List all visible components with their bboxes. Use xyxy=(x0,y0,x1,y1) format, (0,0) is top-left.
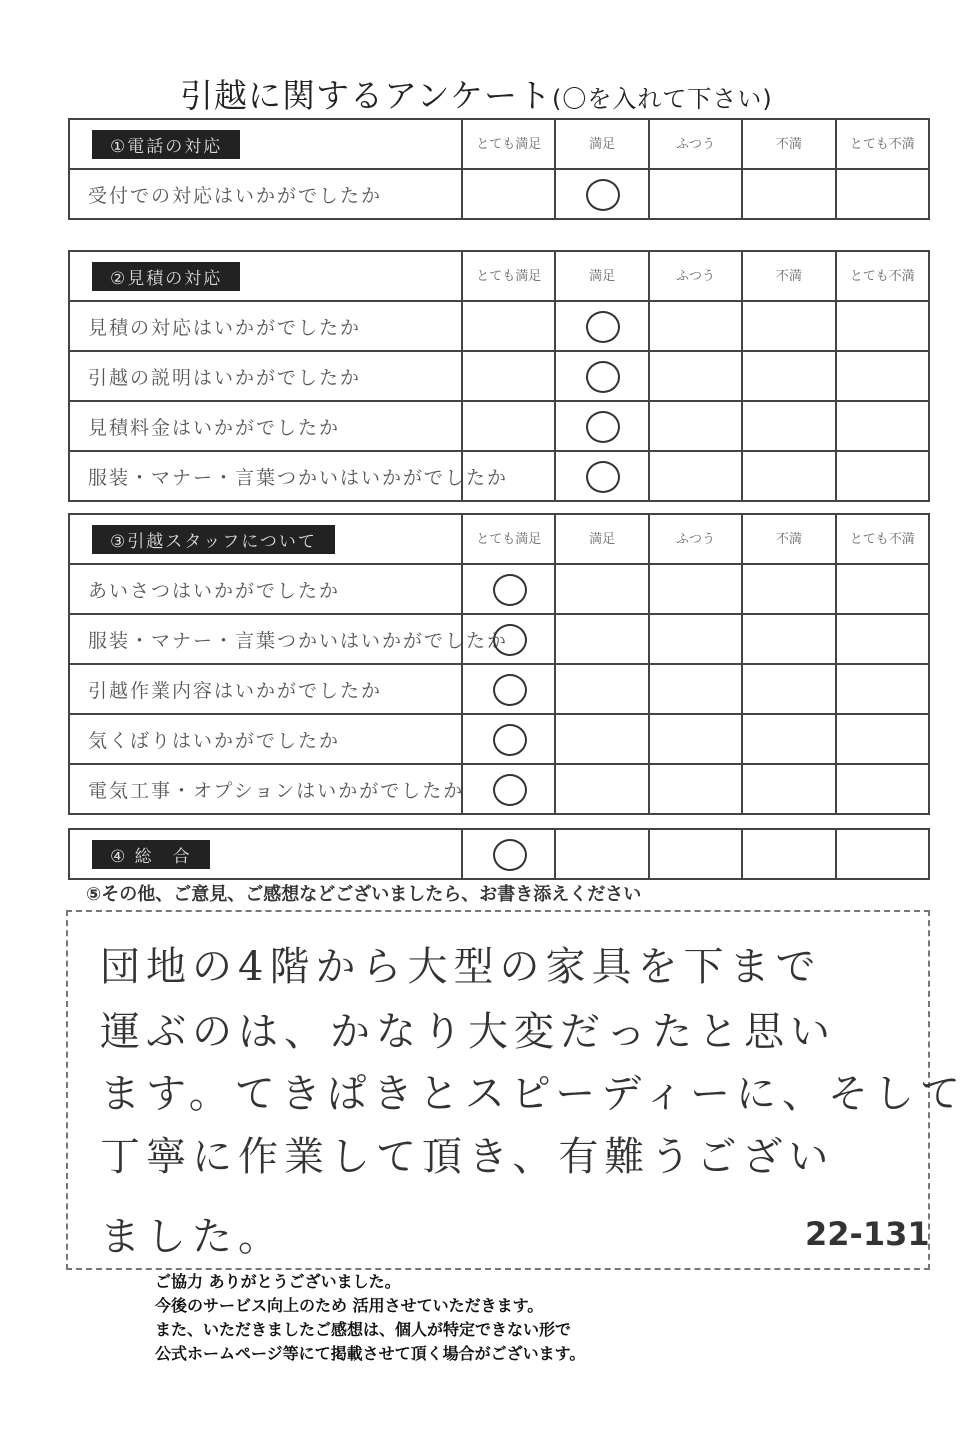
question-label: あいさつはいかがでしたか xyxy=(69,564,462,614)
comment-line: 団地の4階から大型の家具を下まで xyxy=(100,944,822,990)
rating-cell[interactable] xyxy=(555,714,648,764)
rating-cell[interactable] xyxy=(742,564,835,614)
footer-notice xyxy=(155,1270,585,1366)
column-header: とても満足 xyxy=(462,119,555,169)
rating-cell[interactable] xyxy=(555,401,648,451)
rating-cell[interactable] xyxy=(462,764,555,814)
form-number: 22-131 xyxy=(805,1215,930,1253)
question-row xyxy=(69,764,929,814)
page-title xyxy=(180,70,773,117)
rating-cell[interactable] xyxy=(462,714,555,764)
title-sub: (〇を入れて下さい) xyxy=(552,85,773,113)
rating-cell[interactable] xyxy=(742,401,835,451)
footer-line: ご協力 ありがとうございました。 xyxy=(155,1272,401,1291)
section-header-cell xyxy=(69,829,462,879)
question-row xyxy=(69,301,929,351)
rating-cell[interactable] xyxy=(555,564,648,614)
column-header: とても不満 xyxy=(836,514,929,564)
question-row xyxy=(69,169,929,219)
rating-cell[interactable] xyxy=(462,169,555,219)
column-header: とても満足 xyxy=(462,251,555,301)
rating-cell[interactable] xyxy=(836,301,929,351)
circle-mark xyxy=(493,774,527,806)
rating-cell[interactable] xyxy=(836,664,929,714)
rating-cell[interactable] xyxy=(742,614,835,664)
question-row xyxy=(69,714,929,764)
rating-cell[interactable] xyxy=(742,301,835,351)
rating-cell[interactable] xyxy=(836,829,929,879)
rating-cell[interactable] xyxy=(555,301,648,351)
rating-cell[interactable] xyxy=(555,451,648,501)
column-header: 不満 xyxy=(742,514,835,564)
column-header: ふつう xyxy=(649,514,742,564)
rating-cell[interactable] xyxy=(742,351,835,401)
question-label: 引越作業内容はいかがでしたか xyxy=(69,664,462,714)
rating-cell[interactable] xyxy=(742,169,835,219)
question-row xyxy=(69,451,929,501)
section-header: ④ 総 合 xyxy=(92,840,210,869)
rating-cell[interactable] xyxy=(649,451,742,501)
survey-section xyxy=(68,118,930,220)
rating-cell[interactable] xyxy=(555,351,648,401)
comment-line: ました。 xyxy=(100,1214,284,1260)
circle-mark xyxy=(493,724,527,756)
survey-section xyxy=(68,250,930,502)
title-text: 引越に関するアンケート xyxy=(180,76,553,115)
rating-cell[interactable] xyxy=(462,829,555,879)
column-header: とても満足 xyxy=(462,514,555,564)
rating-cell[interactable] xyxy=(462,301,555,351)
section-header-cell xyxy=(69,119,462,169)
section-header-cell xyxy=(69,251,462,301)
question-label: 受付での対応はいかがでしたか xyxy=(69,169,462,219)
question-row xyxy=(69,401,929,451)
rating-cell[interactable] xyxy=(649,664,742,714)
comment-prompt: ⑤その他、ご意見、ご感想などございましたら、お書き添えください xyxy=(86,884,642,905)
question-row xyxy=(69,614,929,664)
circle-mark xyxy=(493,839,527,871)
question-label: 電気工事・オプションはいかがでしたか xyxy=(69,764,462,814)
circle-mark xyxy=(493,574,527,606)
section-header: ③引越スタッフについて xyxy=(92,525,335,554)
column-header: 満足 xyxy=(555,119,648,169)
rating-cell[interactable] xyxy=(836,169,929,219)
circle-mark xyxy=(586,461,620,493)
rating-cell[interactable] xyxy=(555,764,648,814)
column-header: とても不満 xyxy=(836,119,929,169)
comment-line: ます。てきぱきとスピーディーに、そして xyxy=(100,1071,966,1117)
rating-cell[interactable] xyxy=(742,764,835,814)
rating-cell[interactable] xyxy=(649,169,742,219)
question-row xyxy=(69,664,929,714)
rating-cell[interactable] xyxy=(649,351,742,401)
footer-line: 公式ホームページ等にて掲載させて頂く場合がございます。 xyxy=(155,1344,586,1363)
rating-cell[interactable] xyxy=(555,614,648,664)
rating-cell[interactable] xyxy=(836,351,929,401)
rating-cell[interactable] xyxy=(462,614,555,664)
rating-cell[interactable] xyxy=(649,614,742,664)
circle-mark xyxy=(586,361,620,393)
question-label: 引越の説明はいかがでしたか xyxy=(69,351,462,401)
comment-line: 丁寧に作業して頂き、有難うござい xyxy=(100,1134,835,1180)
rating-cell[interactable] xyxy=(742,451,835,501)
rating-cell[interactable] xyxy=(555,829,648,879)
rating-cell[interactable] xyxy=(462,564,555,614)
rating-cell[interactable] xyxy=(836,401,929,451)
rating-cell[interactable] xyxy=(649,829,742,879)
column-header: ふつう xyxy=(649,251,742,301)
rating-cell[interactable] xyxy=(836,614,929,664)
rating-cell[interactable] xyxy=(555,664,648,714)
rating-cell[interactable] xyxy=(462,401,555,451)
footer-line: 今後のサービス向上のため 活用させていただきます。 xyxy=(155,1296,544,1315)
section-header-cell xyxy=(69,514,462,564)
circle-mark xyxy=(493,624,527,656)
question-row xyxy=(69,351,929,401)
survey-section xyxy=(68,828,930,880)
question-label: 見積料金はいかがでしたか xyxy=(69,401,462,451)
circle-mark xyxy=(586,411,620,443)
rating-cell[interactable] xyxy=(836,714,929,764)
column-header: 不満 xyxy=(742,251,835,301)
column-header: 不満 xyxy=(742,119,835,169)
question-label: 気くばりはいかがでしたか xyxy=(69,714,462,764)
column-header: 満足 xyxy=(555,514,648,564)
circle-mark xyxy=(493,674,527,706)
rating-cell[interactable] xyxy=(836,764,929,814)
question-label: 服装・マナー・言葉つかいはいかがでしたか xyxy=(69,451,462,501)
question-label: 服装・マナー・言葉つかいはいかがでしたか xyxy=(69,614,462,664)
rating-cell[interactable] xyxy=(649,764,742,814)
circle-mark xyxy=(586,179,620,211)
rating-cell[interactable] xyxy=(649,301,742,351)
circle-mark xyxy=(586,311,620,343)
comment-line: 運ぶのは、かなり大変だったと思い xyxy=(100,1009,836,1055)
question-label: 見積の対応はいかがでしたか xyxy=(69,301,462,351)
column-header: とても不満 xyxy=(836,251,929,301)
footer-line: また、いただきましたご感想は、個人が特定できない形で xyxy=(155,1320,572,1339)
rating-cell[interactable] xyxy=(555,169,648,219)
rating-cell[interactable] xyxy=(742,829,835,879)
rating-cell[interactable] xyxy=(836,451,929,501)
rating-cell[interactable] xyxy=(462,351,555,401)
column-header: 満足 xyxy=(555,251,648,301)
rating-cell[interactable] xyxy=(836,564,929,614)
rating-cell[interactable] xyxy=(742,664,835,714)
rating-cell[interactable] xyxy=(649,564,742,614)
section-header: ①電話の対応 xyxy=(92,130,240,159)
rating-cell[interactable] xyxy=(462,451,555,501)
survey-section xyxy=(68,513,930,815)
section-header: ②見積の対応 xyxy=(92,262,240,291)
rating-cell[interactable] xyxy=(742,714,835,764)
rating-cell[interactable] xyxy=(649,401,742,451)
rating-cell[interactable] xyxy=(462,664,555,714)
column-header: ふつう xyxy=(649,119,742,169)
question-row xyxy=(69,564,929,614)
rating-cell[interactable] xyxy=(649,714,742,764)
